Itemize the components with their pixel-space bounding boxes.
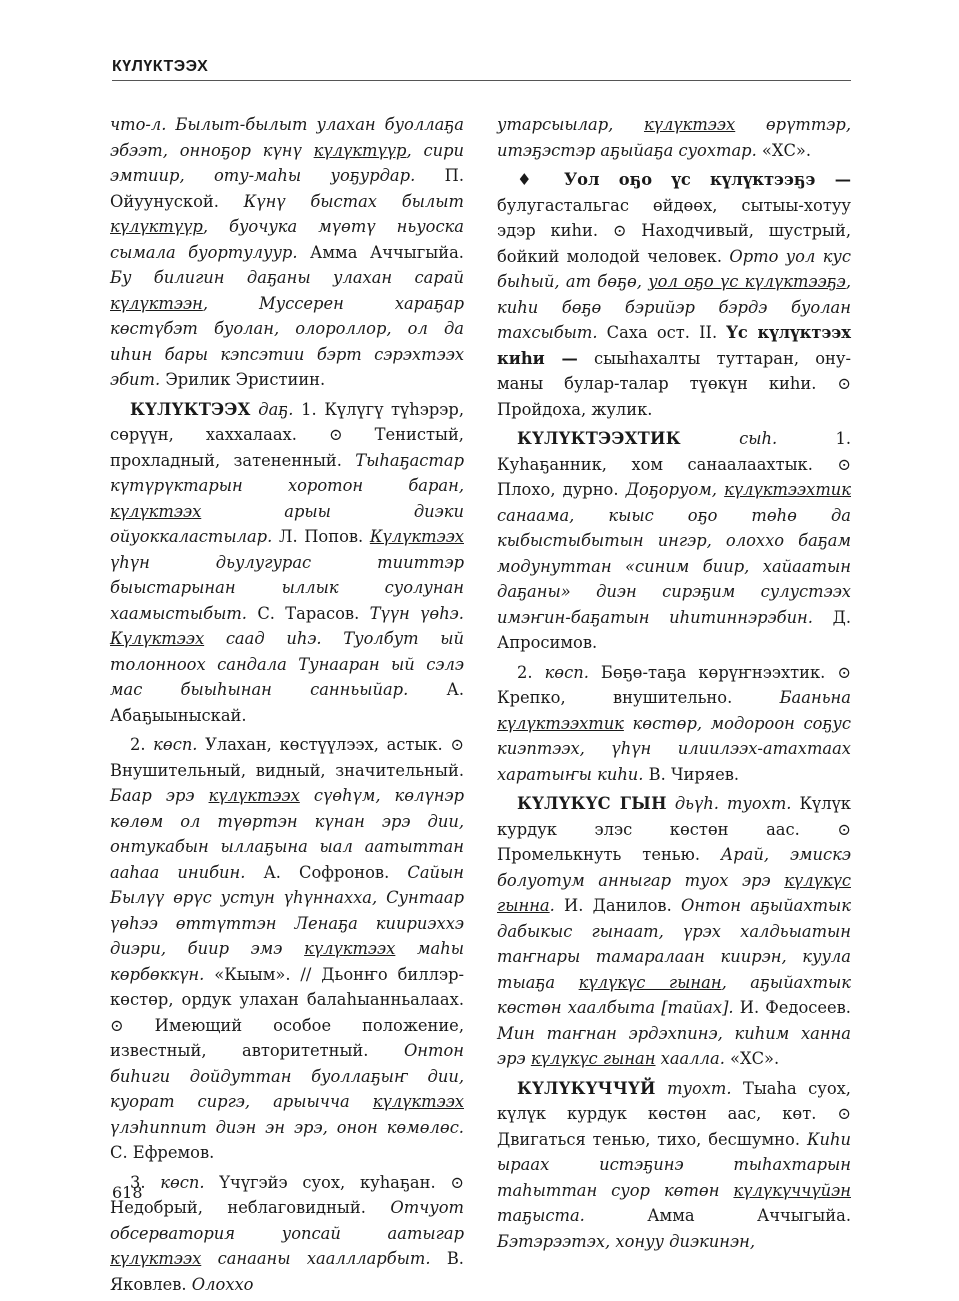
continuation-paragraph: что-л. Былыт-былыт улахан буоллаҕа эбээт, онноҕор күнү күлүктүүр, сири эмтиир, оту-маһы уоҕурдар. П. Ойуунуской. Күнү быстах былыт күлүктүүр, буочука мүөтү ньуоска сымала буортулуур. Амма Аччыгыйа. Бу билигин даҕаны улахан сарай күлүктээн, Муссерен хараҕар көстүбэт буолан, олороллор, ол да иһин бары кэпсэтии бэрт сэрэхтээх эбит. Эрилик Эристиин. <box>110 115 464 389</box>
dictionary-entry: КҮЛҮКҮЧЧҮЙ туохт. Тыаһа суох, күлүк курдук көстөн аас, көт. ⊙ Двигаться тенью, тихо, бесшумно. Киһи ыраах истэҕинэ тыһахтарын таһыттан суор көтөн күлүкүччүйэн таҕыста. Амма Аччыгыйа. Бэтэрээтэх, хонуу диэкинэн, <box>497 1078 851 1251</box>
right-column <box>497 112 851 1258</box>
dictionary-entry: КҮЛҮКТЭЭХТИК сыһ. 1. Куһаҕанник, хом санаалаахтык. ⊙ Плохо, дурно. Доҕоруом, күлүктээхтик санаама, кыыс оҕо төһө да кыбыстыбытын ингэр, олоххо баҕам модунуттан «синим биир, хайаатын даҕаны» диэн сирэҕим сулустээх имэҥин-баҕатын иһитиннэрэбин. Д. Апросимов. <box>497 429 851 652</box>
running-header <box>112 56 851 81</box>
left-column <box>110 112 464 1301</box>
dictionary-entry: 3. көсп. Үчүгэйэ суох, куһаҕан. ⊙ Недобрый, неблаговидный. Отчуот обсерватория уопсай аатыгар күлүктээх санааны хааллларбыт. В. Яковлев. Олоххо <box>110 1172 464 1294</box>
continuation-paragraph: утарсыылар, күлүктээх өрүттэр, итэҕэстэр аҕыйаҕа суохтар. «ХС». <box>497 115 851 160</box>
running-title: КҮЛҮКТЭЭХ <box>112 58 209 75</box>
dictionary-entry: 2. көсп. Улахан, көстүүлээх, астык. ⊙ Внушительный, видный, значительный. Баар эрэ күлүктээх сүөһүм, көлүнэр көлөм ол түөртэн күнан эрэ дии, онтукабын ыллаҕына ыал аатыттан ааһаа инибин. А. Софронов. Сайын Былүү өрүс устун үһүннахха, Сунтаар үөһээ өттүттэн Ленаҕа киириэххэ диэри, биир эмэ күлүктээх маһы көрбөккүн. «Кыым». // Дьонҥо биллэр-көстөр, ордук улахан балаһыанньалаах. ⊙ Имеющий особое положение, известный, авторитетный. Онтон биһиги дойдуттан буоллаҕыҥ дии, куорат сиргэ, арыыччa күлүктээх үлэһиппит диэн эн эрэ, онон көмөлөс. С. Ефремов. <box>110 735 465 1162</box>
dictionary-entry: ♦ Уол оҕо үс күлүктээҕэ — булугастальгас өйдөөх, сытыы-хотуу эдэр киһи. ⊙ Находчивый, шустрый, бойкий молодой человек. Орто уол кус быһый, ат бөҕө, уол оҕо үс күлүктээҕэ, киһи бөҕө бэрийэр бэрдэ буолан тахсыбыт. Саха ост. II. Үс күлүктээх киһи — сыыһахалты туттаран, ону-маны булар-талар түөкүн киһи. ⊙ Пройдоха, жулик. <box>497 170 852 419</box>
dictionary-entry: КҮЛҮКТЭЭХ даҕ. 1. Күлүгү түһэрэр, сөрүүн, хаххалаах. ⊙ Тенистый, прохладный, затененный. Тыһаҕастар күтүрүктарын хоротон баран, күлүктээх арыы диэки ойуоккаластылар. Л. Попов. Күлүктээх үһүн дьулугурас тииттэр быыстарынан ыллык суолунан хаамыстыбыт. С. Тарасов. Түүн үөһэ. Күлүктээх саад иһэ. Туолбут ый толонноох сандала Тунааран ый сэлэ мас быыһынан санньыйар. А. Абаҕыыныскай. <box>110 399 464 725</box>
dictionary-entry: КҮЛҮКҮС ГЫН дьүһ. туохт. Күлүк курдук элэс көстөн аас. ⊙ Промелькнуть тенью. Арай, эмискэ болуотум анныгар туох эрэ күлүкүс гынна. И. Данилов. Онтон аҕыйахтык дабыкыс гынаат, үрэх халдьыатын таҥнары тамаралаан киирэн, куула тыаҕа күлүкүс гынан, аҕыйахтык көстөн хаалбыта [тайах]. И. Федосеев. Мин таҥнан эрдэхпинэ, киһим ханна эрэ күлүкүс гынан хаалла. «ХС». <box>497 794 852 1068</box>
dictionary-entry: 2. көсп. Бөҕө-таҕа көрүҥнээхтик. ⊙ Крепко, внушительно. Бааньна күлүктээхтик көстөр, модороон соҕус киэптээх, үһүн илиилээх-атахтаах харатыҥы киһи. В. Чиряев. <box>497 662 851 784</box>
page-number: 618 <box>112 1183 143 1202</box>
